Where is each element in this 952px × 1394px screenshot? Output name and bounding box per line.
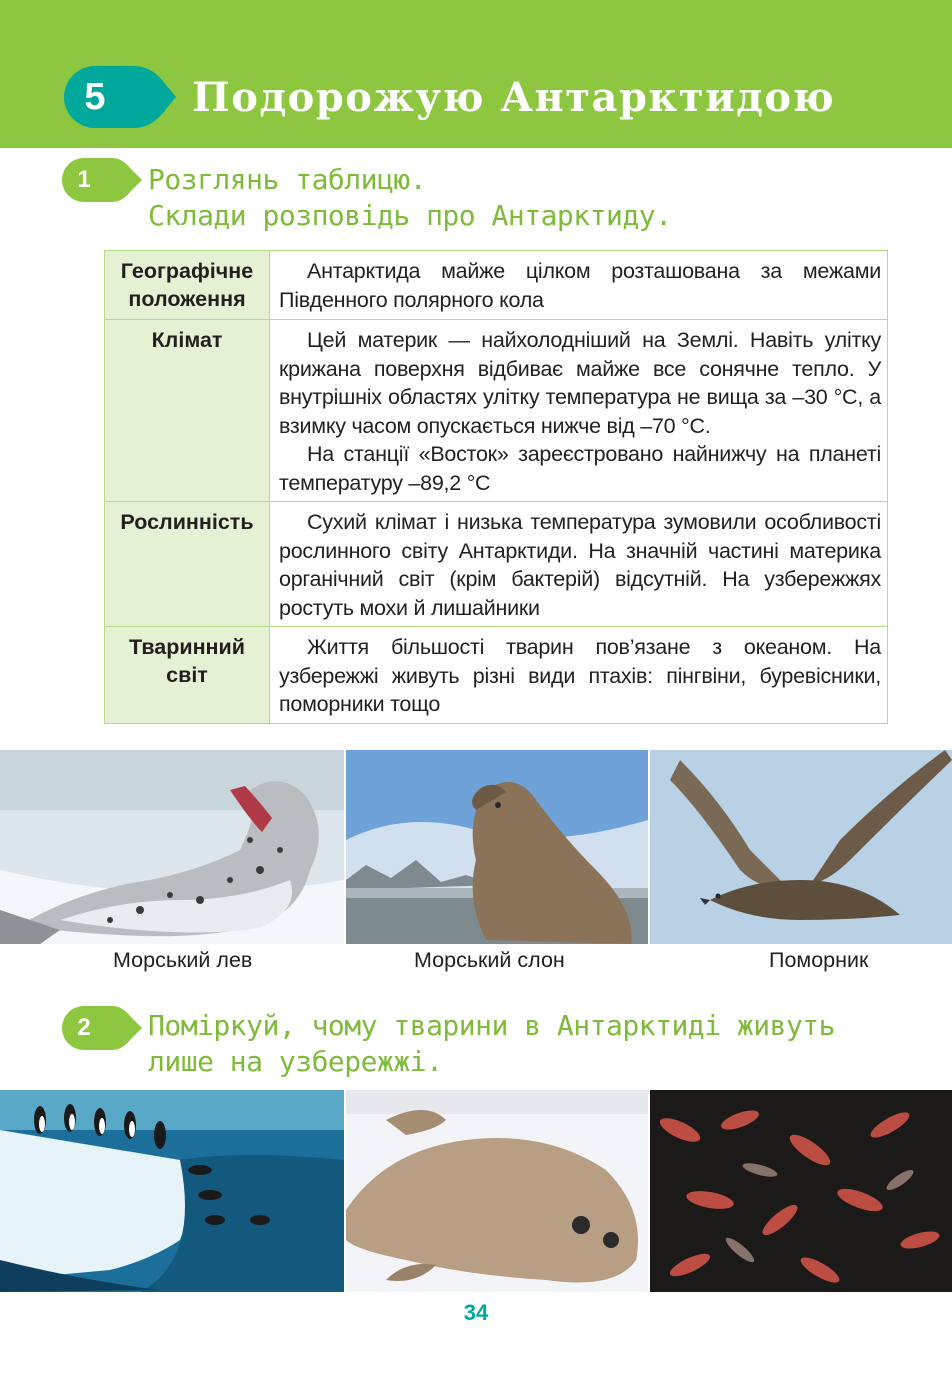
task-1-line-2: Склади розповідь про Антарктиду.: [148, 199, 672, 232]
row-text: [270, 627, 888, 724]
sea-lion-photo: [0, 750, 344, 944]
lesson-title: Подорожую Антарктидою: [192, 74, 836, 121]
lesson-number: 5: [84, 76, 106, 118]
table-row: [105, 320, 888, 502]
task-2-line-2: лише на узбережжі.: [148, 1045, 443, 1078]
row-paragraph: Цей материк — найхолодніший на Землі. Навіть улітку крижана поверхня відбиває майже все сонячне тепло. У внутрішніх областях улітку температура не вища за –30 °С, а взимку часом опускається нижче від –70 °С.: [279, 328, 881, 438]
row-heading: [105, 502, 270, 627]
row-heading: [105, 251, 270, 320]
row-heading-line: Тваринний: [129, 635, 245, 659]
table-row: [105, 251, 888, 320]
antarctica-info-table: [104, 250, 888, 724]
skua-caption: Поморник: [769, 948, 869, 972]
lesson-header: [0, 0, 952, 148]
table-row: [105, 627, 888, 724]
row-heading-line: положення: [128, 287, 246, 311]
row-text: [270, 320, 888, 502]
row-heading-line: світ: [166, 663, 208, 687]
elephant-seal-photo: [346, 750, 648, 944]
task-2-line-1: Поміркуй, чому тварини в Антарктиді живуть: [148, 1009, 836, 1042]
task-2-number: 2: [77, 1014, 91, 1041]
row-paragraph: Антарктида майже цілком розташована за межами Південного полярного кола: [279, 259, 881, 312]
skua-photo: [650, 750, 952, 944]
page-number: 34: [463, 1300, 489, 1325]
penguins-photo: [0, 1090, 344, 1292]
table-row: [105, 502, 888, 627]
task-1-badge: [62, 158, 142, 202]
row-heading: [105, 320, 270, 502]
row-paragraph: Сухий клімат і низька температура зумовили особливості рослинного світу Антарктиди. На значній частині материка органічний світ (крім бактерій) відсутній. На узбережжях ростуть мохи й лишайники: [279, 510, 881, 620]
row-heading-line: Географічне: [120, 259, 254, 283]
krill-photo: [650, 1090, 952, 1292]
task-1-number: 1: [77, 166, 91, 193]
row-heading: [105, 627, 270, 724]
elephant-seal-caption: Морський слон: [414, 948, 565, 972]
task-1-line-1: Розглянь таблицю.: [148, 163, 427, 196]
row-text: [270, 502, 888, 627]
task-2-badge: [62, 1006, 142, 1050]
row-paragraph: Життя більшості тварин пов’язане з океаном. На узбережжі живуть різні види птахів: пінгвіни, буревісники, поморники тощо: [279, 635, 881, 716]
row-heading-line: Рослинність: [120, 510, 254, 534]
lesson-number-badge: [64, 66, 176, 128]
row-paragraph: На станції «Восток» зареєстровано найнижчу на планеті температуру –89,2 °С: [279, 442, 881, 495]
sea-lion-caption: Морський лев: [113, 948, 253, 972]
row-text: [270, 251, 888, 320]
seal-photo: [346, 1090, 648, 1292]
row-heading-line: Клімат: [151, 328, 223, 352]
